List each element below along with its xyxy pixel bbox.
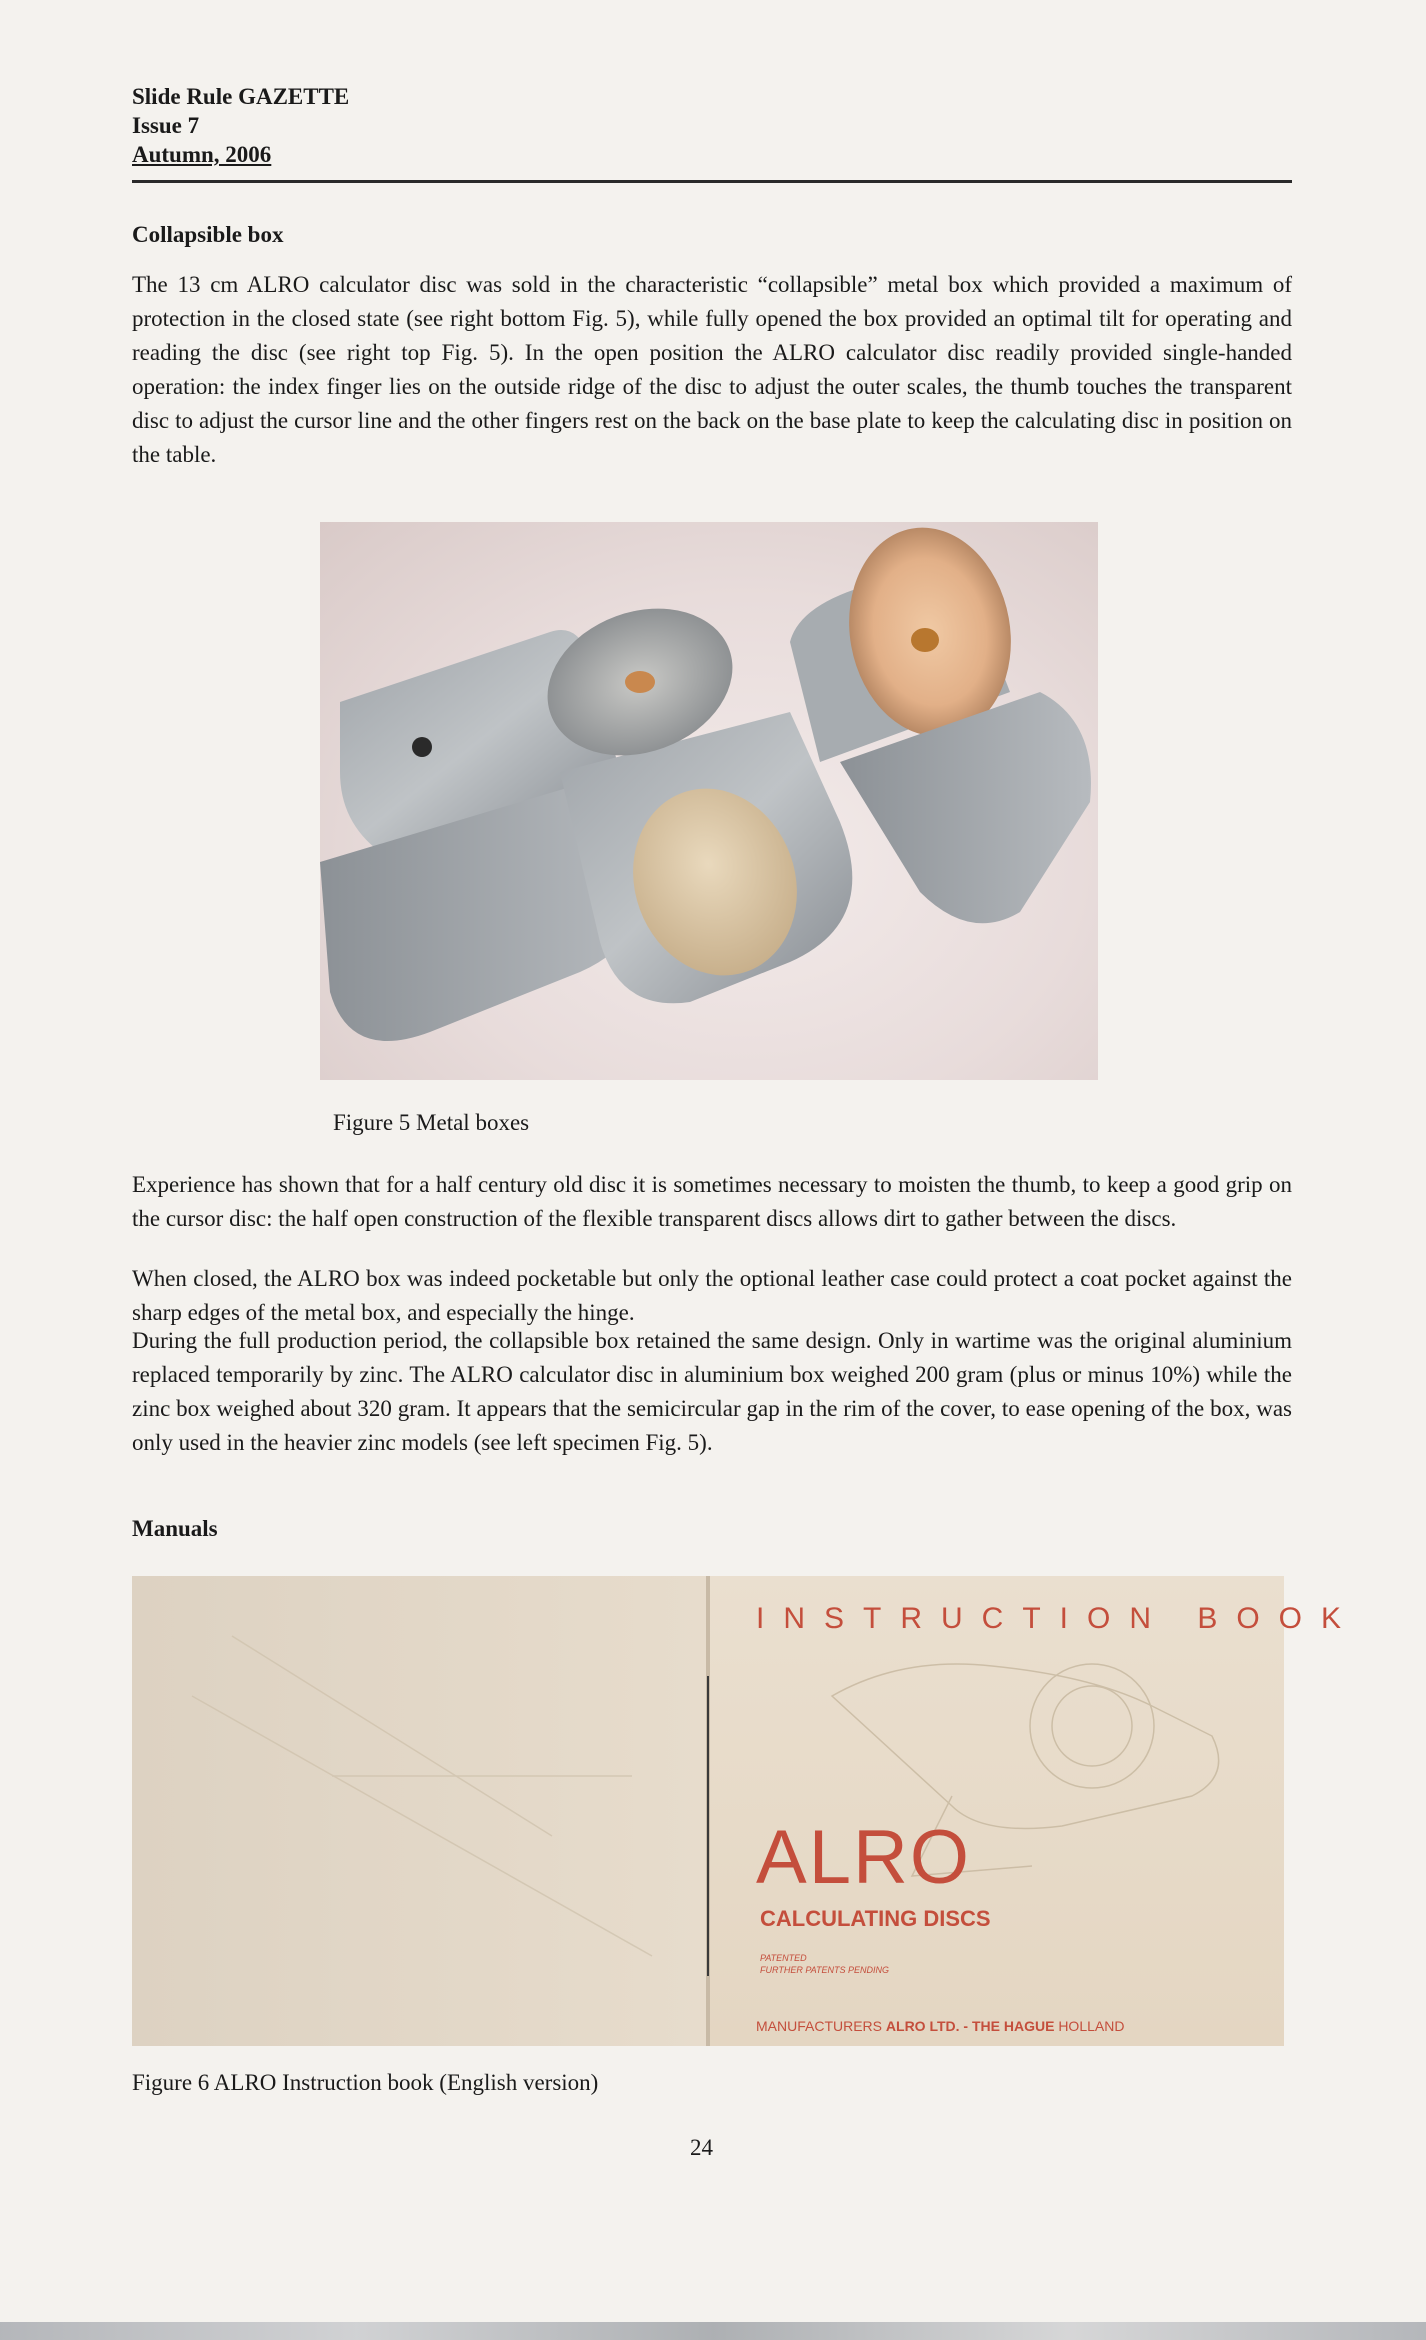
figure-6-caption: Figure 6 ALRO Instruction book (English version) bbox=[132, 2070, 599, 2095]
book-brand: ALRO bbox=[756, 1815, 971, 1900]
scan-edge bbox=[0, 2322, 1426, 2340]
book-manufacturer bbox=[756, 2018, 1124, 2034]
section-heading-manuals: Manuals bbox=[132, 1516, 218, 1541]
book-title: INSTRUCTION BOOK bbox=[756, 1602, 1361, 1635]
figure-5-photo bbox=[320, 522, 1098, 1080]
book-maker-country: HOLLAND bbox=[1058, 2018, 1125, 2034]
section-heading-collapsible-box: Collapsible box bbox=[132, 222, 284, 247]
book-maker-name: ALRO LTD. - THE HAGUE bbox=[885, 2018, 1055, 2034]
paragraph-closed-box: When closed, the ALRO box was indeed pocketable but only the optional leather case could protect a coat pocket against the sharp edges of the metal box, and especially the hinge. bbox=[132, 1266, 1292, 1325]
book-patent-line1: PATENTED bbox=[760, 1953, 807, 1963]
figure-6-instruction-book bbox=[132, 1576, 1361, 2046]
book-patent-line2: FURTHER PATENTS PENDING bbox=[760, 1965, 890, 1975]
disc-sketch-illustration bbox=[132, 1576, 1284, 2046]
paragraph-experience: Experience has shown that for a half century old disc it is sometimes necessary to moisten the thumb, to keep a good grip on the cursor disc: the half open construction of the flexible transparent discs allows dirt to gather between the discs. bbox=[132, 1172, 1292, 1231]
book-maker-prefix: MANUFACTURERS bbox=[756, 2018, 883, 2034]
book-subtitle: CALCULATING DISCS bbox=[760, 1906, 991, 1931]
issue-label: Issue 7 bbox=[132, 113, 200, 138]
publication-title: Slide Rule GAZETTE bbox=[132, 84, 350, 109]
figure-5-caption: Figure 5 Metal boxes bbox=[333, 1110, 530, 1135]
metal-boxes-illustration bbox=[320, 522, 1098, 1080]
book-patent bbox=[760, 1952, 889, 1976]
paragraph-collapsible-box: The 13 cm ALRO calculator disc was sold in the characteristic “collapsible” metal box which provided a maximum of protection in the closed state (see right bottom Fig. 5), while fully opened the box provided an optimal tilt for operating and reading the disc (see right top Fig. 5). In the open position the ALRO calculator disc readily provided single-handed operation: the index finger lies on the outside ridge of the disc to adjust the outer scales, the thumb touches the transparent disc to adjust the cursor line and the other fingers rest on the back on the base plate to keep the calculating disc in position on the table. bbox=[132, 272, 1292, 467]
paragraph-production-period: During the full production period, the collapsible box retained the same design. Only in wartime was the original aluminium replaced temporarily by zinc. The ALRO calculator disc in aluminium box weighed 200 gram (plus or minus 10%) while the zinc box weighed about 320 gram. It appears that the semicircular gap in the rim of the cover, to ease opening of the box, was only used in the heavier zinc models (see left specimen Fig. 5). bbox=[132, 1328, 1292, 1455]
header-rule bbox=[132, 180, 1292, 183]
season-label: Autumn, 2006 bbox=[132, 142, 272, 167]
page-header bbox=[132, 82, 1292, 169]
page-number: 24 bbox=[690, 2135, 713, 2160]
